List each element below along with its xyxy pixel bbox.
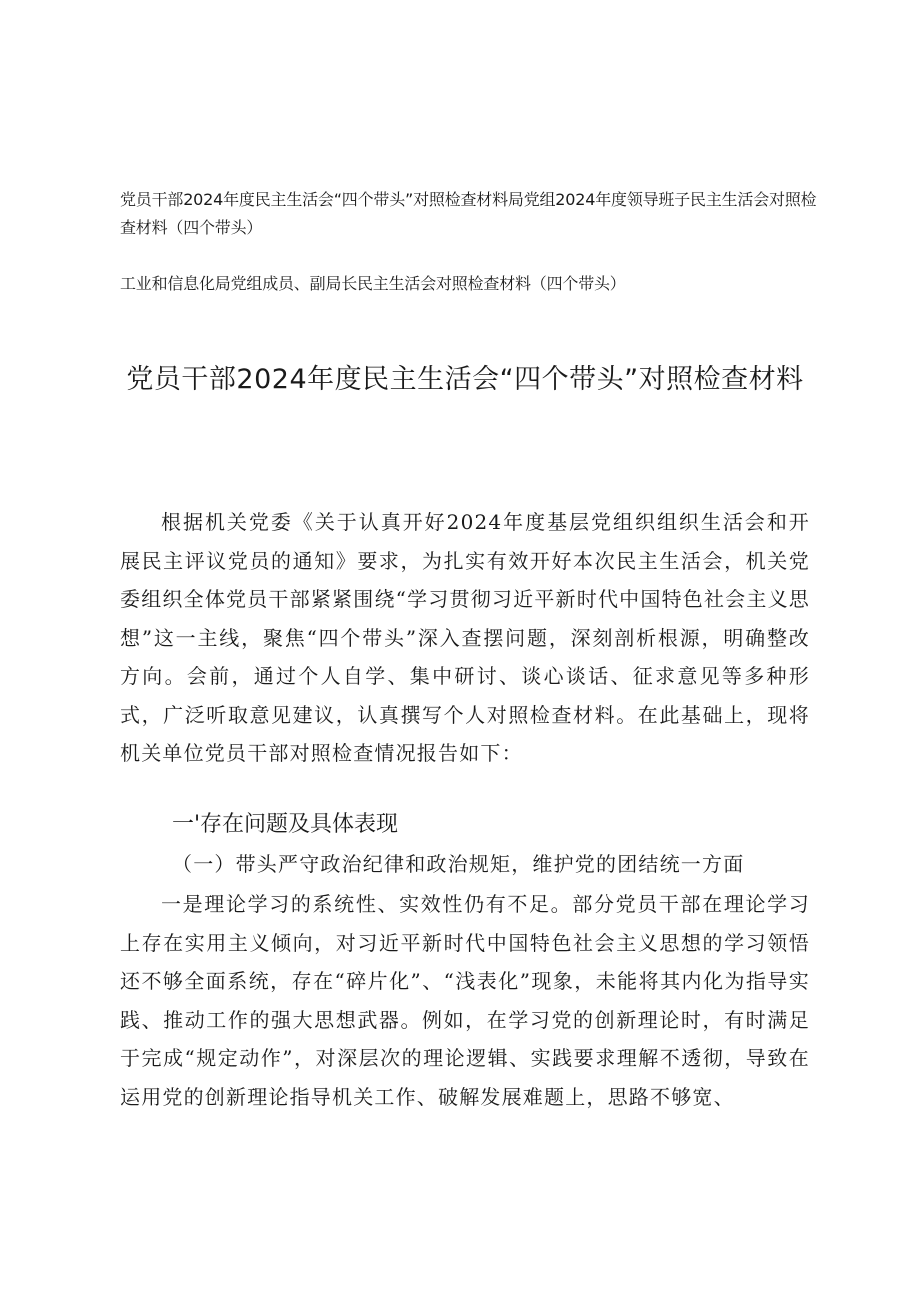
section-heading: 一'存在问题及具体表现 [172,812,399,837]
subsection-heading: （一）带头严守政治纪律和政治规矩，维护党的团结统一方面 [172,852,745,876]
header-title-line-1: 党员干部2024年度民主生活会“四个带头”对照检查材料局党组2024年度领导班子民主生活会对照检查材料（四个带头） [120,190,817,237]
header-title-line-2: 工业和信息化局党组成员、副局长民主生活会对照检查材料（四个带头） [120,274,626,293]
document-title: 党员干部2024年度民主生活会“四个带头”对照检查材料 [126,364,804,395]
intro-paragraph: 根据机关党委《关于认真开好2024年度基层党组织组织生活会和开展民主评议党员的通知》要求，为扎实有效开好本次民主生活会，机关党委组织全体党员干部紧紧围绕“学习贯彻习近平新时代中国特色社会主义思想”这一主线，聚焦“四个带头”深入查摆问题，深刻剖析根源，明确整改方向。会前，通过个人自学、集中研讨、谈心谈话、征求意见等多种形式，广泛听取意见建议，认真撰写个人对照检查材料。在此基础上，现将机关单位党员干部对照检查情况报告如下： [120,510,810,765]
body-paragraph: 一是理论学习的系统性、实效性仍有不足。部分党员干部在理论学习上存在实用主义倾向，对习近平新时代中国特色社会主义思想的学习领悟还不够全面系统，存在“碎片化”、“浅表化”现象，未能将其内化为指导实践、推动工作的强大思想武器。例如，在学习党的创新理论时，有时满足于完成“规定动作”，对深层次的理论逻辑、实践要求理解不透彻，导致在运用党的创新理论指导机关工作、破解发展难题上，思路不够宽、 [120,892,810,1109]
